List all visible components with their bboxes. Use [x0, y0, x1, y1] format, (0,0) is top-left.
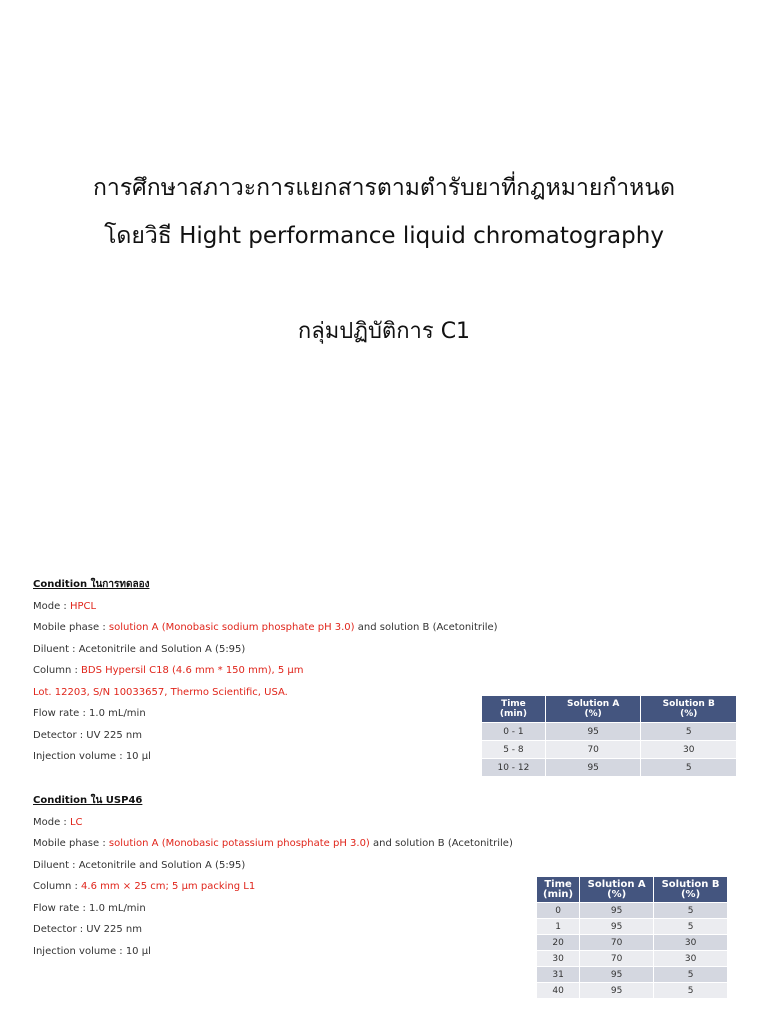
- table-row: [482, 759, 737, 777]
- mode-value: HPCL: [69, 600, 97, 612]
- table-cell: 31: [537, 967, 580, 983]
- table-cell: 5 - 8: [482, 741, 546, 759]
- table-cell: 70: [580, 935, 654, 951]
- experiment-column: [33, 660, 498, 682]
- header-solution-a: Solution A (%): [580, 877, 654, 903]
- table-row: [537, 903, 728, 919]
- table-cell: 70: [580, 951, 654, 967]
- experiment-conditions: [33, 574, 498, 768]
- table-row: [537, 919, 728, 935]
- table-row: [482, 723, 737, 741]
- header-solution-a: Solution A (%): [545, 696, 641, 723]
- experiment-flow-rate: Flow rate : 1.0 mL/min: [33, 708, 146, 719]
- mode-label: Mode :: [33, 600, 70, 612]
- mode-value: LC: [69, 816, 83, 828]
- mobile-phase-value: solution A (Monobasic sodium phosphate pH 3.0): [108, 622, 355, 633]
- table-cell: 30: [654, 935, 728, 951]
- table-cell: 40: [537, 983, 580, 999]
- table-row: [537, 951, 728, 967]
- table-cell: 5: [654, 903, 728, 919]
- table-cell: 95: [545, 723, 641, 741]
- table-header-row: [537, 877, 728, 903]
- title-line-1: การศึกษาสภาวะการแยกสารตามตำรับยาที่กฎหมายกำหนด: [92, 175, 676, 201]
- experiment-lot: Lot. 12203, S/N 10033657, Thermo Scientific, USA.: [33, 686, 288, 698]
- table-cell: 95: [580, 919, 654, 935]
- table-cell: 0 - 1: [482, 723, 546, 741]
- table-cell: 95: [580, 903, 654, 919]
- table-cell: 5: [654, 919, 728, 935]
- experiment-injection-volume: Injection volume : 10 μl: [33, 751, 151, 762]
- table-header-row: [482, 696, 737, 723]
- mode-label: Mode :: [33, 816, 70, 828]
- mobile-phase-value: solution A (Monobasic potassium phosphate pH 3.0): [108, 838, 370, 849]
- header-time: Time (min): [482, 696, 546, 723]
- usp-gradient-table: [536, 876, 728, 999]
- table-cell: 10 - 12: [482, 759, 546, 777]
- table-cell: 1: [537, 919, 580, 935]
- table-row: [537, 983, 728, 999]
- usp-mode: [33, 812, 513, 834]
- table-cell: 0: [537, 903, 580, 919]
- table-cell: 95: [545, 759, 641, 777]
- header-solution-b: Solution B (%): [654, 877, 728, 903]
- column-value: BDS Hypersil C18 (4.6 mm * 150 mm), 5 μm: [81, 665, 304, 676]
- table-cell: 30: [654, 951, 728, 967]
- table-cell: 30: [641, 741, 737, 759]
- usp-conditions: [33, 790, 513, 962]
- table-cell: 95: [580, 967, 654, 983]
- usp-flow-rate: Flow rate : 1.0 mL/min: [33, 902, 146, 914]
- table-cell: 70: [545, 741, 641, 759]
- usp-column: [33, 876, 513, 898]
- header-time: Time (min): [537, 877, 580, 903]
- header-solution-b: Solution B (%): [641, 696, 737, 723]
- mobile-phase-suffix: and solution B (Acetonitrile): [369, 838, 513, 849]
- title-line-2: โดยวิธี Hight performance liquid chromatography: [104, 223, 664, 249]
- table-cell: 30: [537, 951, 580, 967]
- column-label: Column :: [33, 665, 82, 676]
- table-row: [482, 741, 737, 759]
- table-cell: 5: [654, 967, 728, 983]
- table-cell: 5: [641, 759, 737, 777]
- experiment-mobile-phase: [33, 617, 498, 639]
- table-cell: 20: [537, 935, 580, 951]
- usp-mobile-phase: [33, 833, 513, 855]
- mobile-phase-label: Mobile phase :: [33, 838, 109, 849]
- column-value: 4.6 mm × 25 cm; 5 μm packing L1: [81, 881, 256, 892]
- usp-injection-volume: Injection volume : 10 μl: [33, 945, 151, 957]
- group-title: กลุ่มปฏิบัติการ C1: [297, 319, 471, 344]
- table-cell: 5: [641, 723, 737, 741]
- table-cell: 95: [580, 983, 654, 999]
- mobile-phase-suffix: and solution B (Acetonitrile): [354, 622, 498, 633]
- usp-heading: Condition ใน USP46: [33, 795, 143, 806]
- usp-detector: Detector : UV 225 nm: [33, 924, 142, 935]
- experiment-heading: Condition ในการทดลอง: [33, 579, 150, 590]
- mobile-phase-label: Mobile phase :: [33, 622, 109, 633]
- experiment-detector: Detector : UV 225 nm: [33, 729, 142, 741]
- experiment-mode: [33, 596, 498, 618]
- experiment-gradient-table: [481, 695, 737, 777]
- experiment-diluent: Diluent : Acetonitrile and Solution A (5:95): [33, 643, 246, 655]
- table-cell: 5: [654, 983, 728, 999]
- column-label: Column :: [33, 881, 82, 892]
- usp-diluent: Diluent : Acetonitrile and Solution A (5:95): [33, 859, 246, 871]
- table-row: [537, 935, 728, 951]
- table-row: [537, 967, 728, 983]
